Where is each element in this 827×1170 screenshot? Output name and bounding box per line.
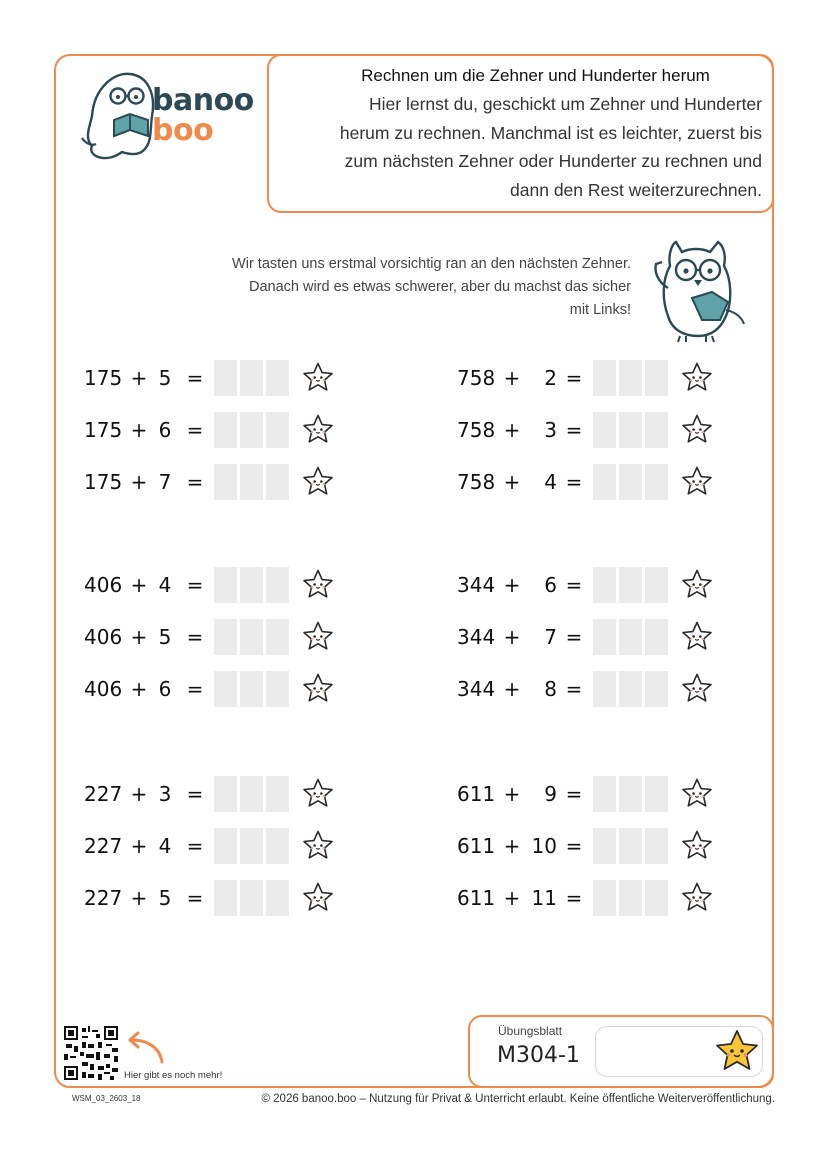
- answer-boxes: [593, 880, 668, 916]
- plus-sign: +: [130, 418, 148, 442]
- plus-sign: +: [130, 782, 148, 806]
- exercise-row: [457, 619, 714, 655]
- answer-boxes: [214, 619, 289, 655]
- plus-sign: +: [503, 470, 521, 494]
- intro-line: Danach wird es etwas schwerer, aber du machst das sicher: [248, 279, 631, 295]
- exercise-row: [84, 880, 335, 916]
- description-line: Hier lernst du, geschickt um Zehner und Hunderter: [369, 94, 762, 114]
- second-addend: 10: [531, 834, 557, 858]
- answer-digit-box[interactable]: [240, 360, 263, 396]
- first-addend: 175: [84, 470, 123, 494]
- answer-digit-box[interactable]: [266, 880, 289, 916]
- answer-digit-box[interactable]: [645, 880, 668, 916]
- plus-sign: +: [130, 677, 148, 701]
- worksheet-title: Rechnen um die Zehner und Hunderter herum: [361, 66, 710, 85]
- sheet-label: Übungsblatt: [498, 1024, 563, 1038]
- plus-sign: +: [130, 834, 148, 858]
- exercise-row: [84, 464, 335, 500]
- second-addend: 6: [158, 418, 172, 442]
- answer-digit-box[interactable]: [619, 464, 642, 500]
- equals-sign: =: [565, 677, 583, 701]
- description-line: zum nächsten Zehner oder Hunderter zu rechnen und: [344, 151, 762, 171]
- answer-digit-box[interactable]: [214, 671, 237, 707]
- sheet-code: M304-1: [497, 1043, 580, 1068]
- exercise-row: [457, 360, 714, 396]
- curved-arrow-icon: [122, 1030, 170, 1066]
- intro-line: Wir tasten uns erstmal vorsichtig ran an den nächsten Zehner.: [232, 256, 631, 272]
- gold-star-icon: [712, 1028, 762, 1076]
- answer-digit-box[interactable]: [240, 671, 263, 707]
- answer-boxes: [214, 412, 289, 448]
- exercise-row: [457, 567, 714, 603]
- answer-digit-box[interactable]: [266, 619, 289, 655]
- rating-star-icon[interactable]: [301, 620, 335, 654]
- plus-sign: +: [130, 886, 148, 910]
- second-addend: 3: [544, 418, 557, 442]
- answer-digit-box[interactable]: [240, 464, 263, 500]
- answer-boxes: [593, 464, 668, 500]
- equals-sign: =: [186, 470, 204, 494]
- first-addend: 611: [457, 834, 496, 858]
- first-addend: 175: [84, 366, 123, 390]
- equals-sign: =: [565, 470, 583, 494]
- first-addend: 344: [457, 573, 496, 597]
- rating-star-icon[interactable]: [680, 413, 714, 447]
- answer-boxes: [214, 567, 289, 603]
- first-addend: 227: [84, 834, 123, 858]
- second-addend: 3: [158, 782, 172, 806]
- rating-star-icon[interactable]: [301, 568, 335, 602]
- answer-digit-box[interactable]: [645, 776, 668, 812]
- answer-boxes: [214, 464, 289, 500]
- header-box: [267, 54, 774, 213]
- answer-digit-box[interactable]: [266, 412, 289, 448]
- plus-sign: +: [503, 366, 521, 390]
- answer-digit-box[interactable]: [214, 776, 237, 812]
- second-addend: 6: [544, 573, 557, 597]
- answer-digit-box[interactable]: [619, 776, 642, 812]
- rating-star-icon[interactable]: [680, 829, 714, 863]
- equals-sign: =: [565, 886, 583, 910]
- first-addend: 758: [457, 470, 496, 494]
- rating-star-icon[interactable]: [680, 881, 714, 915]
- answer-digit-box[interactable]: [593, 464, 616, 500]
- answer-digit-box[interactable]: [645, 412, 668, 448]
- answer-digit-box[interactable]: [214, 828, 237, 864]
- answer-boxes: [593, 412, 668, 448]
- equals-sign: =: [186, 366, 204, 390]
- plus-sign: +: [503, 573, 521, 597]
- answer-digit-box[interactable]: [645, 567, 668, 603]
- second-addend: 2: [544, 366, 557, 390]
- second-addend: 7: [158, 470, 172, 494]
- exercise-row: [457, 671, 714, 707]
- rating-star-icon[interactable]: [680, 777, 714, 811]
- answer-digit-box[interactable]: [645, 360, 668, 396]
- copyright-notice: © 2026 banoo.boo – Nutzung für Privat & Unterricht erlaubt. Keine öffentliche Weiterveröffentlichung.: [261, 1093, 775, 1105]
- answer-digit-box[interactable]: [240, 619, 263, 655]
- brand-wordmark: [152, 83, 254, 148]
- answer-digit-box[interactable]: [593, 776, 616, 812]
- exercise-row: [457, 828, 714, 864]
- second-addend: 7: [544, 625, 557, 649]
- second-addend: 4: [158, 834, 172, 858]
- equals-sign: =: [565, 834, 583, 858]
- brand-line-1: banoo: [152, 83, 254, 118]
- owl-icon: [640, 236, 750, 344]
- answer-digit-box[interactable]: [619, 619, 642, 655]
- plus-sign: +: [503, 886, 521, 910]
- answer-digit-box[interactable]: [619, 567, 642, 603]
- brand-line-2: boo: [152, 113, 214, 148]
- answer-boxes: [214, 360, 289, 396]
- answer-digit-box[interactable]: [619, 412, 642, 448]
- exercise-row: [84, 567, 335, 603]
- equals-sign: =: [565, 782, 583, 806]
- equals-sign: =: [186, 782, 204, 806]
- answer-digit-box[interactable]: [619, 828, 642, 864]
- answer-boxes: [593, 776, 668, 812]
- exercise-row: [84, 671, 335, 707]
- description-line: dann den Rest weiterzurechnen.: [510, 179, 762, 200]
- first-addend: 406: [84, 677, 123, 701]
- exercise-row: [457, 412, 714, 448]
- answer-digit-box[interactable]: [240, 412, 263, 448]
- plus-sign: +: [503, 677, 521, 701]
- answer-digit-box[interactable]: [619, 360, 642, 396]
- answer-boxes: [214, 828, 289, 864]
- intro-line: mit Links!: [569, 302, 631, 318]
- first-addend: 344: [457, 677, 496, 701]
- plus-sign: +: [130, 573, 148, 597]
- answer-digit-box[interactable]: [593, 619, 616, 655]
- equals-sign: =: [186, 418, 204, 442]
- plus-sign: +: [503, 834, 521, 858]
- second-addend: 4: [158, 573, 172, 597]
- rating-star-icon[interactable]: [301, 465, 335, 499]
- answer-digit-box[interactable]: [645, 671, 668, 707]
- answer-digit-box[interactable]: [214, 464, 237, 500]
- rating-star-icon[interactable]: [301, 672, 335, 706]
- answer-digit-box[interactable]: [645, 828, 668, 864]
- answer-boxes: [593, 360, 668, 396]
- equals-sign: =: [186, 886, 204, 910]
- answer-digit-box[interactable]: [240, 567, 263, 603]
- answer-boxes: [593, 671, 668, 707]
- answer-digit-box[interactable]: [214, 412, 237, 448]
- qr-note: Hier gibt es noch mehr!: [124, 1070, 223, 1081]
- second-addend: 8: [544, 677, 557, 701]
- answer-boxes: [593, 619, 668, 655]
- second-addend: 5: [158, 366, 172, 390]
- first-addend: 227: [84, 782, 123, 806]
- worksheet-id: WSM_03_2603_18: [72, 1094, 141, 1103]
- answer-digit-box[interactable]: [619, 671, 642, 707]
- exercise-row: [457, 464, 714, 500]
- plus-sign: +: [503, 782, 521, 806]
- answer-digit-box[interactable]: [266, 464, 289, 500]
- second-addend: 5: [158, 886, 172, 910]
- plus-sign: +: [130, 625, 148, 649]
- first-addend: 175: [84, 418, 123, 442]
- answer-boxes: [593, 567, 668, 603]
- plus-sign: +: [130, 470, 148, 494]
- second-addend: 6: [158, 677, 172, 701]
- second-addend: 11: [531, 886, 557, 910]
- first-addend: 406: [84, 573, 123, 597]
- answer-digit-box[interactable]: [593, 412, 616, 448]
- first-addend: 758: [457, 418, 496, 442]
- exercise-row: [84, 828, 335, 864]
- equals-sign: =: [186, 677, 204, 701]
- second-addend: 9: [544, 782, 557, 806]
- exercise-row: [457, 880, 714, 916]
- rating-star-icon[interactable]: [680, 620, 714, 654]
- rating-star-icon[interactable]: [680, 361, 714, 395]
- exercise-row: [84, 619, 335, 655]
- first-addend: 611: [457, 886, 496, 910]
- exercise-row: [84, 360, 335, 396]
- plus-sign: +: [503, 418, 521, 442]
- rating-star-icon[interactable]: [680, 465, 714, 499]
- description-line: herum zu rechnen. Manchmal ist es leichter, zuerst bis: [339, 122, 762, 143]
- first-addend: 611: [457, 782, 496, 806]
- answer-digit-box[interactable]: [266, 776, 289, 812]
- answer-digit-box[interactable]: [593, 828, 616, 864]
- first-addend: 227: [84, 886, 123, 910]
- rating-star-icon[interactable]: [680, 568, 714, 602]
- equals-sign: =: [186, 834, 204, 858]
- plus-sign: +: [503, 625, 521, 649]
- answer-digit-box[interactable]: [266, 360, 289, 396]
- worksheet-description: [279, 90, 762, 204]
- first-addend: 406: [84, 625, 123, 649]
- equals-sign: =: [565, 573, 583, 597]
- answer-digit-box[interactable]: [266, 671, 289, 707]
- rating-star-icon[interactable]: [680, 672, 714, 706]
- answer-boxes: [214, 776, 289, 812]
- answer-digit-box[interactable]: [593, 567, 616, 603]
- equals-sign: =: [565, 366, 583, 390]
- answer-digit-box[interactable]: [593, 880, 616, 916]
- answer-boxes: [593, 828, 668, 864]
- intro-text: [150, 253, 631, 322]
- answer-digit-box[interactable]: [593, 360, 616, 396]
- answer-digit-box[interactable]: [266, 828, 289, 864]
- answer-digit-box[interactable]: [240, 776, 263, 812]
- answer-digit-box[interactable]: [645, 464, 668, 500]
- exercise-row: [84, 776, 335, 812]
- answer-digit-box[interactable]: [214, 619, 237, 655]
- equals-sign: =: [565, 418, 583, 442]
- plus-sign: +: [130, 366, 148, 390]
- answer-digit-box[interactable]: [266, 567, 289, 603]
- rating-star-icon[interactable]: [301, 361, 335, 395]
- equals-sign: =: [186, 573, 204, 597]
- qr-code-icon[interactable]: [64, 1026, 118, 1080]
- answer-digit-box[interactable]: [593, 671, 616, 707]
- answer-digit-box[interactable]: [214, 880, 237, 916]
- rating-star-icon[interactable]: [301, 413, 335, 447]
- exercise-row: [84, 412, 335, 448]
- second-addend: 4: [544, 470, 557, 494]
- answer-digit-box[interactable]: [619, 880, 642, 916]
- rating-star-icon[interactable]: [301, 777, 335, 811]
- exercise-row: [457, 776, 714, 812]
- answer-boxes: [214, 880, 289, 916]
- answer-boxes: [214, 671, 289, 707]
- answer-digit-box[interactable]: [240, 828, 263, 864]
- answer-digit-box[interactable]: [214, 567, 237, 603]
- rating-star-icon[interactable]: [301, 881, 335, 915]
- second-addend: 5: [158, 625, 172, 649]
- answer-digit-box[interactable]: [240, 880, 263, 916]
- first-addend: 344: [457, 625, 496, 649]
- equals-sign: =: [186, 625, 204, 649]
- first-addend: 758: [457, 366, 496, 390]
- equals-sign: =: [565, 625, 583, 649]
- answer-digit-box[interactable]: [645, 619, 668, 655]
- rating-star-icon[interactable]: [301, 829, 335, 863]
- answer-digit-box[interactable]: [214, 360, 237, 396]
